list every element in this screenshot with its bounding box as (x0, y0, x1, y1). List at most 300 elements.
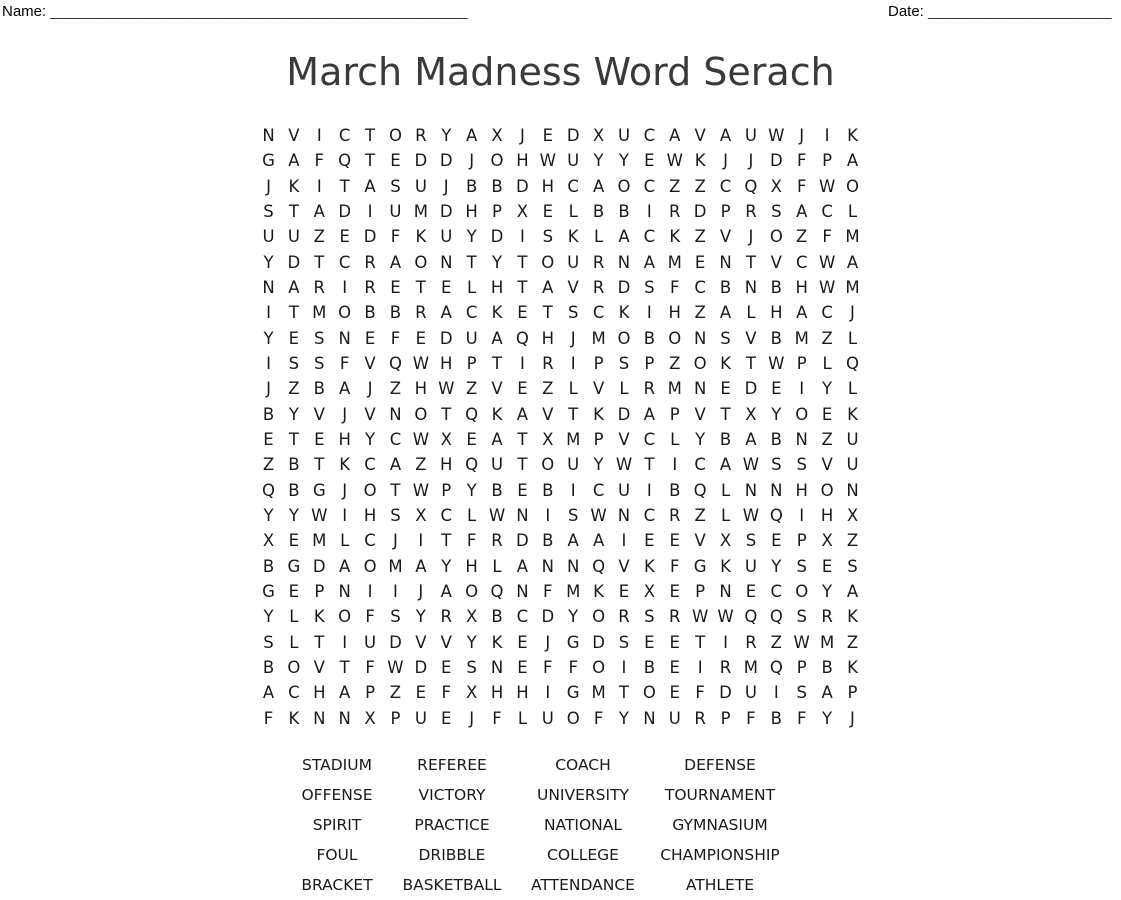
grid-cell: Y (466, 632, 477, 652)
grid-cell: Z (313, 227, 325, 247)
grid-cell: D (312, 556, 326, 576)
grid-cell: D (592, 632, 605, 652)
grid-cell: U (567, 252, 580, 272)
grid-cell: H (440, 354, 453, 374)
grid-cell: O (541, 455, 555, 475)
grid-cell: O (490, 151, 504, 171)
grid-cell: P (822, 151, 833, 171)
grid-cell: L (847, 202, 858, 222)
grid-cell: W (539, 151, 556, 171)
grid-cell: G (262, 582, 275, 602)
grid-cell: K (847, 658, 858, 678)
grid-cell: H (668, 303, 681, 323)
grid-cell: R (364, 278, 376, 298)
grid-cell: F (796, 176, 807, 196)
grid-cell: S (542, 227, 554, 247)
grid-cell: O (795, 404, 809, 424)
grid-cell: H (516, 151, 529, 171)
grid-cell: Y (568, 607, 579, 627)
grid-cell: V (592, 379, 605, 399)
grid-cell: B (389, 303, 402, 323)
grid-cell: D (693, 202, 707, 222)
grid-cell: X (465, 683, 478, 703)
grid-cell: Z (465, 379, 478, 399)
grid-cell: A (592, 176, 605, 196)
word-list-item: UNIVERSITY (536, 786, 630, 804)
grid-cell: A (542, 278, 554, 298)
grid-cell: B (364, 303, 376, 323)
grid-cell: F (796, 151, 807, 171)
grid-cell: I (570, 354, 576, 374)
grid-row (256, 148, 865, 173)
grid-cell: V (618, 430, 630, 450)
grid-cell: V (719, 227, 732, 247)
grid-cell: L (619, 379, 629, 399)
grid-cell: Z (821, 430, 833, 450)
grid-cell: C (643, 430, 656, 450)
grid-cell: N (262, 126, 275, 146)
grid-cell: K (643, 556, 655, 576)
grid-cell: H (490, 683, 504, 703)
grid-cell: A (796, 202, 808, 222)
grid-cell: J (469, 151, 475, 171)
date-label: Date: (888, 3, 924, 20)
grid-cell: H (465, 202, 478, 222)
grid-cell: A (669, 126, 681, 146)
grid-cell: B (313, 379, 325, 399)
grid-row (256, 554, 865, 579)
grid-cell: S (720, 328, 731, 348)
grid-cell: L (568, 202, 578, 222)
grid-cell: V (821, 455, 833, 475)
grid-cell: I (621, 658, 627, 678)
grid-cell: B (669, 480, 681, 500)
grid-cell: Y (288, 506, 299, 526)
word-list-item: PRACTICE (414, 816, 490, 834)
grid-cell: S (390, 607, 401, 627)
grid-cell: X (745, 404, 757, 424)
grid-cell: A (618, 227, 630, 247)
grid-cell: A (796, 303, 808, 323)
grid-cell: B (719, 278, 732, 298)
grid-cell: B (592, 202, 605, 222)
grid-cell: N (719, 252, 732, 272)
grid-cell: M (819, 632, 835, 652)
grid-cell: W (742, 455, 760, 475)
grid-cell: P (365, 683, 376, 703)
grid-cell: B (465, 176, 478, 196)
word-list-item: OFFENSE (301, 786, 373, 804)
grid-cell: A (491, 328, 503, 348)
grid-cell: P (644, 354, 655, 374)
grid-cell: X (719, 531, 732, 551)
grid-cell: U (440, 227, 453, 247)
grid-cell: T (517, 278, 528, 298)
grid-cell: U (617, 126, 631, 146)
grid-cell: E (720, 379, 731, 399)
grid-cell: Q (744, 607, 758, 627)
grid-cell: V (694, 404, 706, 424)
grid-cell: K (847, 126, 858, 146)
grid-cell: I (570, 480, 576, 500)
grid-cell: E (339, 227, 350, 247)
grid-cell: D (439, 151, 453, 171)
grid-cell: N (541, 556, 554, 576)
grid-cell: R (669, 202, 681, 222)
grid-cell: K (313, 607, 325, 627)
grid-cell: X (846, 506, 859, 526)
grid-cell: V (313, 404, 325, 424)
grid-cell: R (745, 632, 757, 652)
date-blank-line: ______________________ (928, 3, 1112, 20)
grid-row (256, 326, 865, 351)
grid-cell: B (643, 328, 656, 348)
grid-cell: E (542, 202, 554, 222)
grid-cell: F (390, 328, 401, 348)
grid-cell: T (314, 632, 325, 652)
grid-cell: E (669, 531, 680, 551)
grid-cell: A (389, 252, 402, 272)
grid-cell: K (491, 303, 503, 323)
grid-cell: R (643, 379, 656, 399)
grid-cell: C (821, 202, 833, 222)
grid-cell: P (796, 354, 807, 374)
grid-cell: M (388, 556, 403, 576)
grid-cell: K (567, 227, 579, 247)
grid-cell: E (288, 328, 300, 348)
grid-cell: D (617, 278, 631, 298)
grid-cell: N (313, 708, 326, 728)
grid-cell: W (412, 480, 430, 500)
grid-cell: F (492, 708, 502, 728)
grid-cell: S (796, 683, 807, 703)
word-list-item: NATIONAL (543, 816, 623, 834)
grid-cell: G (262, 151, 275, 171)
grid-cell: N (338, 328, 351, 348)
grid-cell: F (339, 354, 350, 374)
grid-cell: F (670, 556, 680, 576)
grid-cell: A (846, 151, 859, 171)
grid-cell: O (287, 658, 301, 678)
grid-cell: S (288, 354, 300, 374)
letter-grid (256, 123, 865, 731)
grid-cell: R (592, 278, 605, 298)
grid-cell: G (287, 556, 301, 576)
grid-cell: T (695, 632, 706, 652)
grid-cell: P (441, 480, 452, 500)
grid-cell: U (567, 151, 580, 171)
grid-cell: I (316, 176, 322, 196)
grid-cell: M (566, 430, 581, 450)
grid-cell: N (744, 278, 758, 298)
grid-cell: C (694, 278, 706, 298)
grid-cell: B (262, 404, 275, 424)
grid-cell: K (491, 632, 503, 652)
grid-cell: P (695, 582, 706, 602)
grid-cell: A (821, 683, 833, 703)
grid-cell: P (593, 430, 604, 450)
grid-cell: Z (796, 227, 808, 247)
grid-cell: C (643, 506, 656, 526)
grid-cell: T (314, 455, 325, 475)
grid-cell: X (440, 430, 452, 450)
grid-cell: E (517, 480, 528, 500)
grid-cell: W (412, 354, 430, 374)
grid-cell: W (412, 430, 430, 450)
grid-cell: F (670, 278, 680, 298)
grid-cell: Z (669, 354, 681, 374)
grid-cell: U (541, 708, 554, 728)
grid-cell: A (491, 430, 503, 450)
grid-cell: B (262, 658, 275, 678)
grid-cell: N (693, 379, 707, 399)
grid-cell: N (617, 252, 631, 272)
grid-cell: L (289, 607, 299, 627)
grid-cell: E (644, 531, 655, 551)
grid-cell: U (744, 126, 757, 146)
grid-cell: Z (389, 379, 402, 399)
grid-cell: X (770, 176, 782, 196)
grid-cell: S (567, 303, 579, 323)
grid-cell: C (516, 607, 529, 627)
grid-cell: W (311, 506, 328, 526)
grid-cell: B (288, 455, 300, 475)
grid-cell: E (517, 658, 528, 678)
grid-cell: T (365, 126, 376, 146)
grid-cell: J (545, 632, 551, 652)
grid-cell: H (516, 683, 529, 703)
grid-cell: D (744, 379, 758, 399)
grid-cell: H (795, 480, 808, 500)
grid-cell: I (342, 506, 348, 526)
word-list-row (277, 840, 781, 870)
grid-cell: T (720, 404, 731, 424)
grid-cell: O (388, 126, 402, 146)
grid-cell: C (821, 303, 833, 323)
grid-cell: Q (769, 658, 783, 678)
grid-cell: Y (415, 607, 426, 627)
grid-cell: T (441, 531, 452, 551)
grid-cell: E (390, 278, 401, 298)
grid-cell: V (415, 632, 427, 652)
grid-cell: O (617, 176, 631, 196)
grid-cell: K (720, 556, 731, 576)
grid-cell: G (693, 556, 707, 576)
grid-cell: I (723, 632, 728, 652)
grid-cell: R (719, 658, 732, 678)
grid-cell: P (796, 531, 807, 551)
grid-row (256, 199, 865, 224)
grid-cell: Y (593, 151, 604, 171)
grid-cell: M (312, 531, 327, 551)
grid-cell: U (846, 430, 859, 450)
grid-cell: Y (263, 252, 274, 272)
grid-cell: Q (490, 582, 504, 602)
grid-cell: U (567, 455, 580, 475)
grid-cell: E (288, 531, 300, 551)
grid-cell: H (440, 455, 453, 475)
grid-cell: C (465, 303, 478, 323)
grid-cell: T (339, 658, 350, 678)
grid-cell: Y (263, 506, 274, 526)
grid-cell: L (822, 354, 832, 374)
grid-cell: Q (845, 354, 859, 374)
grid-cell: M (591, 328, 606, 348)
grid-cell: F (593, 708, 604, 728)
grid-cell: H (820, 506, 834, 526)
word-list-item: REFEREE (417, 756, 487, 774)
grid-cell: R (694, 708, 706, 728)
grid-cell: M (667, 379, 682, 399)
grid-cell: L (492, 556, 502, 576)
grid-cell: S (745, 531, 757, 551)
grid-cell: B (542, 531, 554, 551)
grid-cell: M (743, 658, 759, 678)
grid-cell: R (364, 252, 376, 272)
grid-cell: A (592, 531, 605, 551)
grid-cell: T (517, 455, 528, 475)
grid-cell: D (516, 176, 529, 196)
grid-cell: O (795, 582, 809, 602)
grid-cell: X (643, 582, 656, 602)
grid-cell: A (288, 151, 300, 171)
grid-cell: L (720, 480, 731, 500)
grid-cell: J (266, 176, 271, 196)
grid-cell: R (491, 531, 503, 551)
grid-cell: R (592, 252, 605, 272)
grid-cell: T (466, 252, 477, 272)
grid-cell: O (363, 556, 377, 576)
grid-cell: A (313, 202, 325, 222)
grid-cell: E (517, 632, 528, 652)
grid-cell: M (566, 582, 581, 602)
grid-cell: K (491, 404, 503, 424)
word-list-item: CHAMPIONSHIP (660, 846, 780, 864)
grid-cell: D (541, 607, 555, 627)
grid-cell: E (542, 126, 554, 146)
grid-cell: D (414, 658, 428, 678)
grid-cell: Z (389, 683, 402, 703)
grid-cell: O (668, 328, 682, 348)
grid-cell: N (567, 556, 580, 576)
grid-cell: T (745, 252, 756, 272)
grid-cell: N (490, 658, 504, 678)
grid-cell: T (644, 455, 655, 475)
grid-cell: I (266, 354, 271, 374)
grid-cell: E (415, 683, 427, 703)
grid-cell: E (288, 582, 300, 602)
grid-cell: C (389, 430, 402, 450)
grid-cell: M (794, 328, 809, 348)
grid-cell: Y (618, 708, 630, 728)
grid-cell: F (695, 683, 705, 703)
grid-cell: T (415, 278, 426, 298)
grid-cell: R (440, 607, 452, 627)
grid-cell: N (770, 480, 783, 500)
word-list-item: TOURNAMENT (664, 786, 776, 804)
grid-cell: A (339, 683, 351, 703)
grid-cell: O (338, 607, 352, 627)
grid-cell: C (288, 683, 300, 703)
grid-row (256, 655, 865, 680)
grid-cell: J (799, 126, 805, 146)
grid-cell: T (288, 303, 299, 323)
grid-cell: D (389, 632, 402, 652)
grid-cell: U (668, 708, 681, 728)
grid-cell: K (593, 582, 604, 602)
grid-cell: P (314, 582, 325, 602)
grid-cell: Z (846, 632, 859, 652)
grid-cell: I (519, 227, 525, 247)
grid-row (256, 224, 865, 249)
grid-cell: N (338, 708, 351, 728)
grid-cell: N (389, 404, 402, 424)
grid-cell: A (440, 582, 452, 602)
grid-cell: O (693, 354, 707, 374)
grid-cell: G (566, 632, 580, 652)
grid-cell: A (288, 278, 300, 298)
grid-cell: J (342, 480, 348, 500)
grid-cell: Y (466, 227, 477, 247)
grid-cell: U (414, 708, 427, 728)
grid-cell: T (618, 683, 630, 703)
grid-cell: F (365, 658, 375, 678)
grid-cell: L (847, 328, 858, 348)
grid-cell: V (491, 379, 503, 399)
grid-cell: N (262, 278, 275, 298)
grid-cell: S (847, 556, 858, 576)
grid-cell: O (592, 607, 606, 627)
grid-cell: I (824, 126, 830, 146)
grid-cell: F (543, 658, 553, 678)
grid-cell: T (517, 430, 528, 450)
grid-cell: R (745, 202, 757, 222)
grid-cell: L (847, 379, 858, 399)
grid-cell: X (364, 708, 376, 728)
grid-row (256, 376, 865, 401)
grid-cell: L (467, 506, 477, 526)
grid-cell: C (338, 252, 351, 272)
grid-cell: I (773, 683, 779, 703)
grid-cell: P (492, 202, 502, 222)
grid-cell: F (263, 708, 274, 728)
grid-cell: I (799, 379, 805, 399)
grid-cell: K (847, 607, 858, 627)
grid-cell: W (768, 354, 785, 374)
grid-cell: Y (466, 480, 477, 500)
grid-cell: E (618, 582, 630, 602)
grid-cell: J (469, 708, 475, 728)
grid-cell: V (770, 252, 782, 272)
grid-cell: M (413, 202, 428, 222)
grid-cell: H (338, 430, 351, 450)
grid-cell: L (289, 632, 299, 652)
grid-cell: I (342, 278, 348, 298)
grid-cell: H (795, 278, 808, 298)
grid-cell: U (287, 227, 300, 247)
grid-cell: B (719, 430, 732, 450)
grid-cell: Z (262, 455, 275, 475)
grid-cell: I (799, 506, 805, 526)
grid-cell: L (670, 430, 680, 450)
grid-cell: Y (771, 556, 782, 576)
grid-cell: T (288, 430, 299, 450)
grid-cell: E (466, 430, 477, 450)
grid-cell: B (770, 430, 782, 450)
grid-cell: B (770, 328, 782, 348)
grid-cell: O (465, 582, 479, 602)
grid-cell: A (643, 404, 656, 424)
